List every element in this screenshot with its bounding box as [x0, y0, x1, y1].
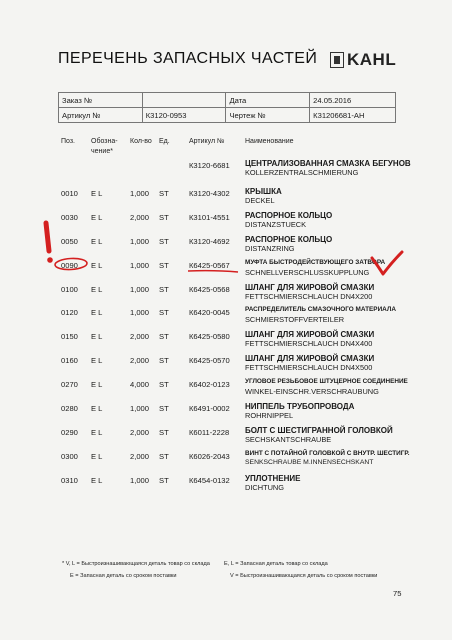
kahl-logo: [330, 50, 396, 70]
page-number: 75: [393, 589, 402, 598]
row-name-russian: БОЛТ С ШЕСТИГРАННОЙ ГОЛОВКОЙ: [245, 426, 393, 435]
row-name-russian: КРЫШКА: [245, 187, 282, 196]
row-name-russian: ШЛАНГ ДЛЯ ЖИРОВОЙ СМАЗКИ: [245, 354, 375, 363]
row-name-german: FETTSCHMIERSCHLAUCH DN4X400: [245, 339, 373, 348]
row-designation: E L: [91, 308, 103, 317]
parts-row: [0, 376, 452, 400]
row-article-number: К6491-0002: [189, 404, 230, 413]
footnote-2a: E = Запасная деталь со сроком поставки: [70, 573, 177, 579]
row-position: 0010: [61, 189, 78, 198]
row-unit: ST: [159, 356, 169, 365]
order-value: [142, 93, 226, 108]
row-name-russian: МУФТА БЫСТРОДЕЙСТВУЮЩЕГО ЗАТВОРА: [245, 259, 386, 266]
row-designation: E L: [91, 189, 103, 198]
row-quantity: 1,000: [130, 404, 150, 413]
col-header-qty: Кол-во: [130, 138, 152, 145]
parts-row: [0, 233, 452, 257]
date-label: Дата: [226, 93, 310, 108]
kahl-logo-icon: [330, 52, 344, 68]
row-unit: ST: [159, 428, 169, 437]
row-unit: ST: [159, 189, 169, 198]
row-name-german: DISTANZRING: [245, 244, 295, 253]
row-position: 0290: [61, 428, 78, 437]
row-position: 0030: [61, 213, 78, 222]
col-header-article: Артикул №: [189, 138, 225, 145]
order-info-table: [58, 92, 396, 123]
row-quantity: 1,000: [130, 261, 150, 270]
row-unit: ST: [159, 308, 169, 317]
row-quantity: 1,000: [130, 285, 150, 294]
parts-row: [0, 400, 452, 424]
parts-row: [0, 185, 452, 209]
row-quantity: 1,000: [130, 189, 150, 198]
row-unit: ST: [159, 285, 169, 294]
row-position: 0280: [61, 404, 78, 413]
row-unit: ST: [159, 476, 169, 485]
article-label: Артикул №: [59, 108, 143, 123]
row-position: 0270: [61, 380, 78, 389]
row-position: 0150: [61, 332, 78, 341]
row-name-german: DICHTUNG: [245, 483, 285, 492]
row-quantity: 1,000: [130, 308, 150, 317]
row-name-german: SENKSCHRAUBE M.INNENSECHSKANT: [245, 459, 374, 466]
row-name-russian: УГЛОВОЕ РЕЗЬБОВОЕ ШТУЦЕРНОЕ СОЕДИНЕНИЕ: [245, 378, 408, 385]
row-unit: ST: [159, 237, 169, 246]
row-name-german: KOLLERZENTRALSCHMIERUNG: [245, 168, 359, 177]
row-name-russian: ШЛАНГ ДЛЯ ЖИРОВОЙ СМАЗКИ: [245, 330, 375, 339]
row-designation: E L: [91, 237, 103, 246]
parts-row: [0, 472, 452, 496]
row-name-german: SCHNELLVERSCHLUSSKUPPLUNG: [245, 268, 370, 277]
footnote-2b: V = Быстроизнашивающаяся деталь со сроком поставки: [230, 573, 378, 579]
date-value: 24.05.2016: [310, 93, 396, 108]
row-designation: E L: [91, 476, 103, 485]
col-header-unit: Ед.: [159, 138, 170, 145]
row-article-number: К6420-0045: [189, 308, 230, 317]
parts-row: [0, 257, 452, 281]
row-name-german: FETTSCHMIERSCHLAUCH DN4X500: [245, 363, 373, 372]
row-name-russian: НИППЕЛЬ ТРУБОПРОВОДА: [245, 402, 355, 411]
row-designation: E L: [91, 452, 103, 461]
row-name-german: SECHSKANTSCHRAUBE: [245, 435, 332, 444]
row-name-russian: РАСПОРНОЕ КОЛЬЦО: [245, 211, 333, 220]
row-position: 0090: [61, 261, 78, 270]
row-name-german: ROHRNIPPEL: [245, 411, 294, 420]
row-position: 0300: [61, 452, 78, 461]
row-name-german: DISTANZSTUECK: [245, 220, 307, 229]
col-header-pos: Поз.: [61, 138, 75, 145]
row-designation: E L: [91, 428, 103, 437]
row-position: 0160: [61, 356, 78, 365]
row-designation: E L: [91, 404, 103, 413]
row-name-german: SCHMIERSTOFFVERTEILER: [245, 315, 345, 324]
row-designation: E L: [91, 285, 103, 294]
drawing-value: К31206681-АН: [310, 108, 396, 123]
row-designation: E L: [91, 261, 103, 270]
row-article-number: К6011-2228: [189, 428, 230, 437]
row-unit: ST: [159, 332, 169, 341]
row-quantity: 1,000: [130, 237, 150, 246]
row-designation: E L: [91, 380, 103, 389]
row-name-russian: ВИНТ С ПОТАЙНОЙ ГОЛОВКОЙ С ВНУТР. ШЕСТИГР.: [245, 450, 410, 457]
parts-row: [0, 281, 452, 305]
parts-row: [0, 352, 452, 376]
row-article-number: К6425-0580: [189, 332, 230, 341]
row-name-german: DECKEL: [245, 196, 275, 205]
row-position: 0310: [61, 476, 78, 485]
row-article-number: К3101-4551: [189, 213, 230, 222]
row-article-number: К3120-4692: [189, 237, 230, 246]
footnote-1b: E, L = Запасная деталь товар со склада: [224, 561, 328, 567]
col-header-designation: Обозна- чение*: [91, 138, 118, 155]
order-label: Заказ №: [59, 93, 143, 108]
parts-row: [0, 209, 452, 233]
article-value: К3120-0953: [142, 108, 226, 123]
row-article-number: К3120-6681: [189, 161, 230, 170]
row-article-number: К6402-0123: [189, 380, 230, 389]
parts-row: [0, 304, 452, 328]
row-article-number: К6425-0567: [189, 261, 230, 270]
parts-row: [0, 448, 452, 472]
row-name-russian: РАСПРЕДЕЛИТЕЛЬ СМАЗОЧНОГО МАТЕРИАЛА: [245, 306, 396, 313]
row-unit: ST: [159, 213, 169, 222]
row-name-german: FETTSCHMIERSCHLAUCH DN4X200: [245, 292, 373, 301]
row-article-number: К6425-0568: [189, 285, 230, 294]
row-quantity: 2,000: [130, 452, 150, 461]
drawing-label: Чертеж №: [226, 108, 310, 123]
row-article-number: К6026-2043: [189, 452, 230, 461]
row-name-russian: ЦЕНТРАЛИЗОВАННАЯ СМАЗКА БЕГУНОВ: [245, 159, 411, 168]
kahl-logo-text: KAHL: [347, 50, 397, 69]
row-article-number: К3120-4302: [189, 189, 230, 198]
row-name-russian: РАСПОРНОЕ КОЛЬЦО: [245, 235, 333, 244]
row-position: 0100: [61, 285, 78, 294]
row-unit: ST: [159, 261, 169, 270]
row-designation: E L: [91, 332, 103, 341]
parts-row: [0, 424, 452, 448]
row-position: 0050: [61, 237, 78, 246]
row-quantity: 1,000: [130, 476, 150, 485]
row-unit: ST: [159, 380, 169, 389]
row-unit: ST: [159, 452, 169, 461]
row-unit: ST: [159, 404, 169, 413]
page-title: ПЕРЕЧЕНЬ ЗАПАСНЫХ ЧАСТЕЙ: [58, 50, 318, 67]
row-article-number: К6425-0570: [189, 356, 230, 365]
row-quantity: 2,000: [130, 213, 150, 222]
row-name-german: WINKEL-EINSCHR.VERSCHRAUBUNG: [245, 387, 379, 396]
col-header-name: Наименование: [245, 138, 294, 145]
row-article-number: К6454-0132: [189, 476, 230, 485]
row-name-russian: УПЛОТНЕНИЕ: [245, 474, 301, 483]
row-name-russian: ШЛАНГ ДЛЯ ЖИРОВОЙ СМАЗКИ: [245, 283, 375, 292]
row-designation: E L: [91, 356, 103, 365]
footnote-1a: * V, L = Быстроизнашивающаяся деталь товар со склада: [62, 561, 210, 567]
row-quantity: 2,000: [130, 332, 150, 341]
parts-row: [0, 328, 452, 352]
row-quantity: 4,000: [130, 380, 150, 389]
row-position: 0120: [61, 308, 78, 317]
row-quantity: 2,000: [130, 428, 150, 437]
parts-row: [0, 157, 452, 181]
row-quantity: 2,000: [130, 356, 150, 365]
row-designation: E L: [91, 213, 103, 222]
